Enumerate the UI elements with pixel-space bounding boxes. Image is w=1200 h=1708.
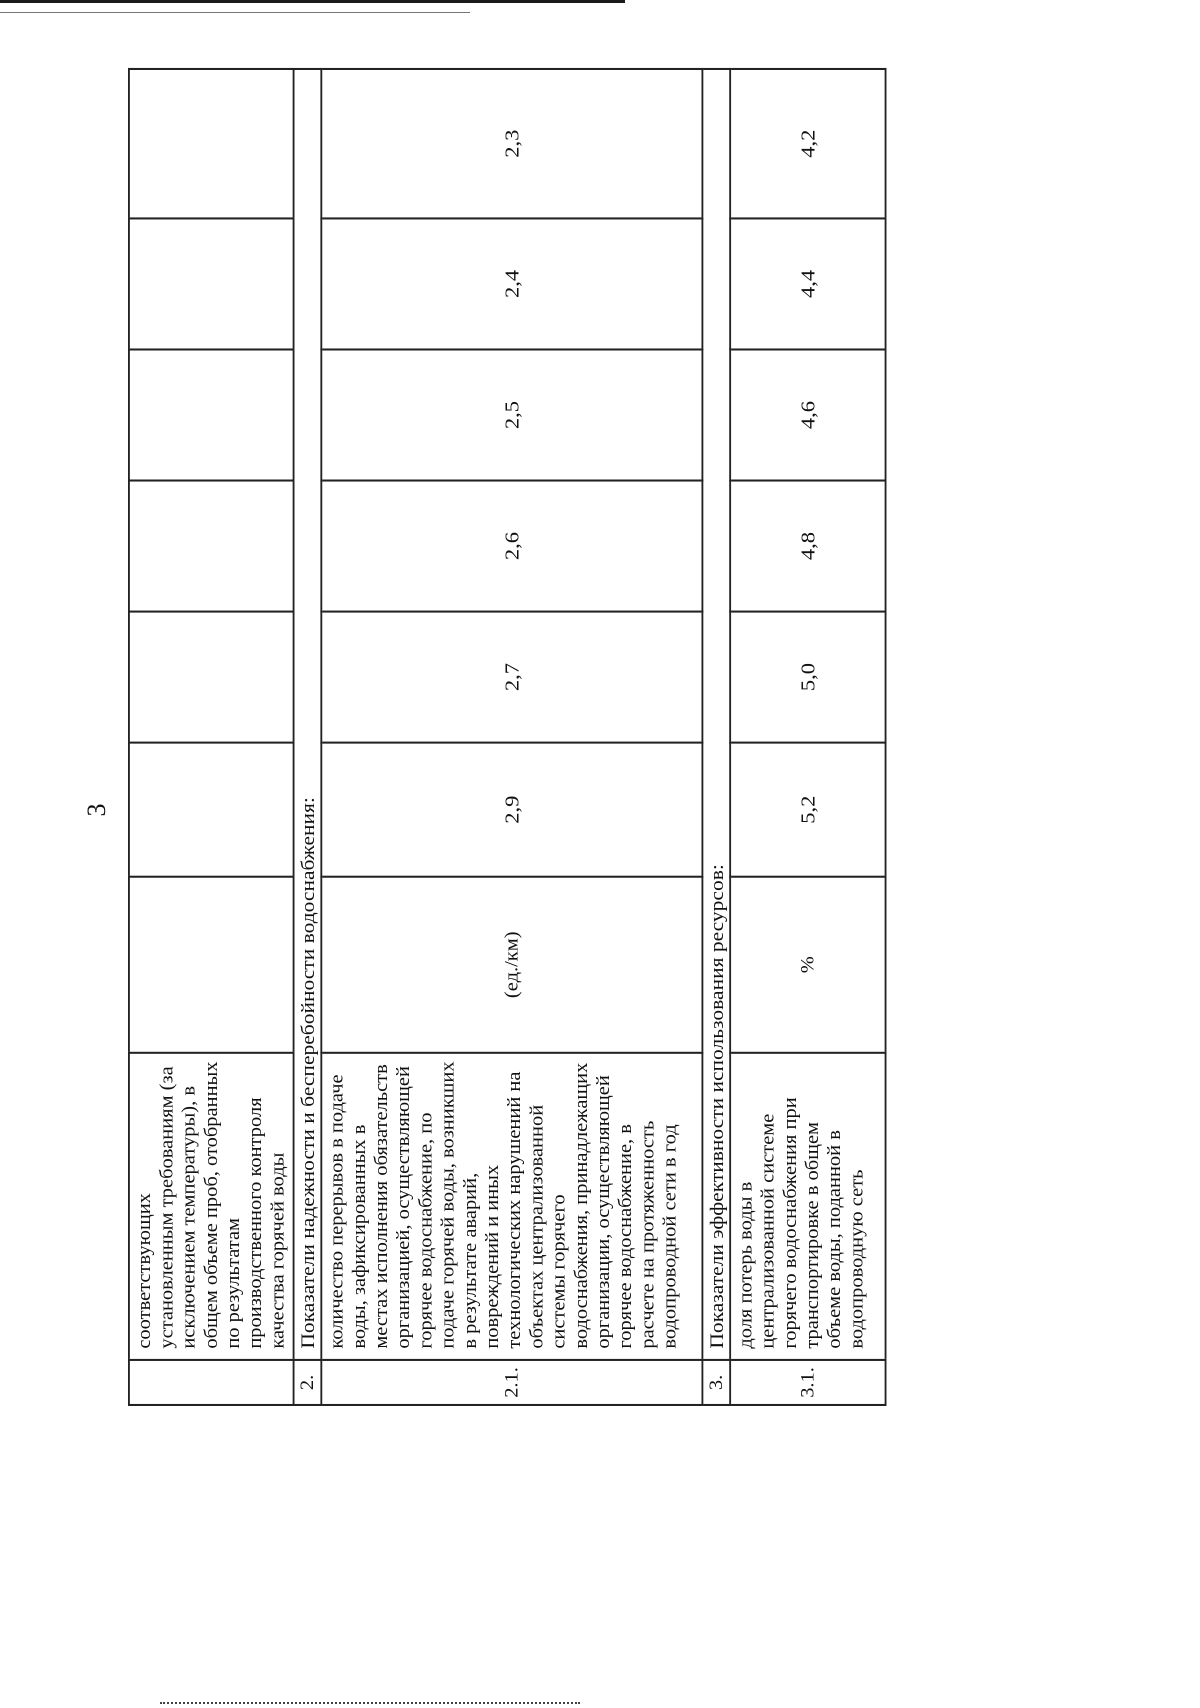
row-value <box>129 612 294 743</box>
row-description: доля потерь воды в централизованной системе горячего водоснабжения при транспортировке в общем объеме воды, поданной в водопроводную сеть <box>730 1053 885 1360</box>
row-value: 2,7 <box>321 612 702 743</box>
section-row <box>702 69 730 1405</box>
section-num: 2. <box>294 1360 322 1405</box>
row-unit: % <box>730 877 885 1053</box>
row-value <box>129 349 294 480</box>
row-value <box>129 743 294 877</box>
row-num: 2.1. <box>321 1360 702 1405</box>
page-number: 3 <box>82 803 111 817</box>
row-value: 5,0 <box>730 612 885 743</box>
row-value <box>129 69 294 218</box>
row-value: 4,8 <box>730 481 885 612</box>
row-unit: (ед./км) <box>321 877 702 1053</box>
row-value: 5,2 <box>730 743 885 877</box>
section-row <box>294 69 322 1405</box>
row-value <box>129 481 294 612</box>
scan-edge-bottom <box>160 1702 580 1707</box>
section-num: 3. <box>702 1360 730 1405</box>
row-description: соответствующих установленным требованиям (за исключением температуры), в общем объеме проб, отобранных по результатам производственного контроля качества горячей воды <box>129 1053 294 1360</box>
row-value: 4,2 <box>730 69 885 218</box>
row-value: 4,6 <box>730 349 885 480</box>
section-title: Показатели надежности и бесперебойности водоснабжения: <box>294 69 322 1360</box>
row-value: 2,3 <box>321 69 702 218</box>
section-title: Показатели эффективности использования ресурсов: <box>702 69 730 1360</box>
row-value: 4,4 <box>730 218 885 349</box>
row-description: количество перерывов в подаче воды, зафиксированных в местах исполнения обязательств организацией, осуществляющей горячее водоснабжение, по подаче горячей воды, возникших в результате аварий, повреждений и иных технологических нарушений на объектах централизованной системы горячего водоснабжения, принадлежащих организации, осуществляющей горячее водоснабжение, в расчете на протяженность водопроводной сети в год <box>321 1053 702 1360</box>
row-value: 2,5 <box>321 349 702 480</box>
row-value: 2,9 <box>321 743 702 877</box>
row-value: 2,4 <box>321 218 702 349</box>
scan-edge-top <box>0 0 625 3</box>
row-num <box>129 1360 294 1405</box>
indicators-table <box>128 68 886 1406</box>
table-row <box>321 69 702 1405</box>
row-value: 2,6 <box>321 481 702 612</box>
scan-edge-line <box>0 12 470 13</box>
table-row <box>730 69 885 1405</box>
table-row <box>129 69 294 1405</box>
row-num: 3.1. <box>730 1360 885 1405</box>
row-unit <box>129 877 294 1053</box>
row-value <box>129 218 294 349</box>
rotated-table <box>128 70 880 1406</box>
